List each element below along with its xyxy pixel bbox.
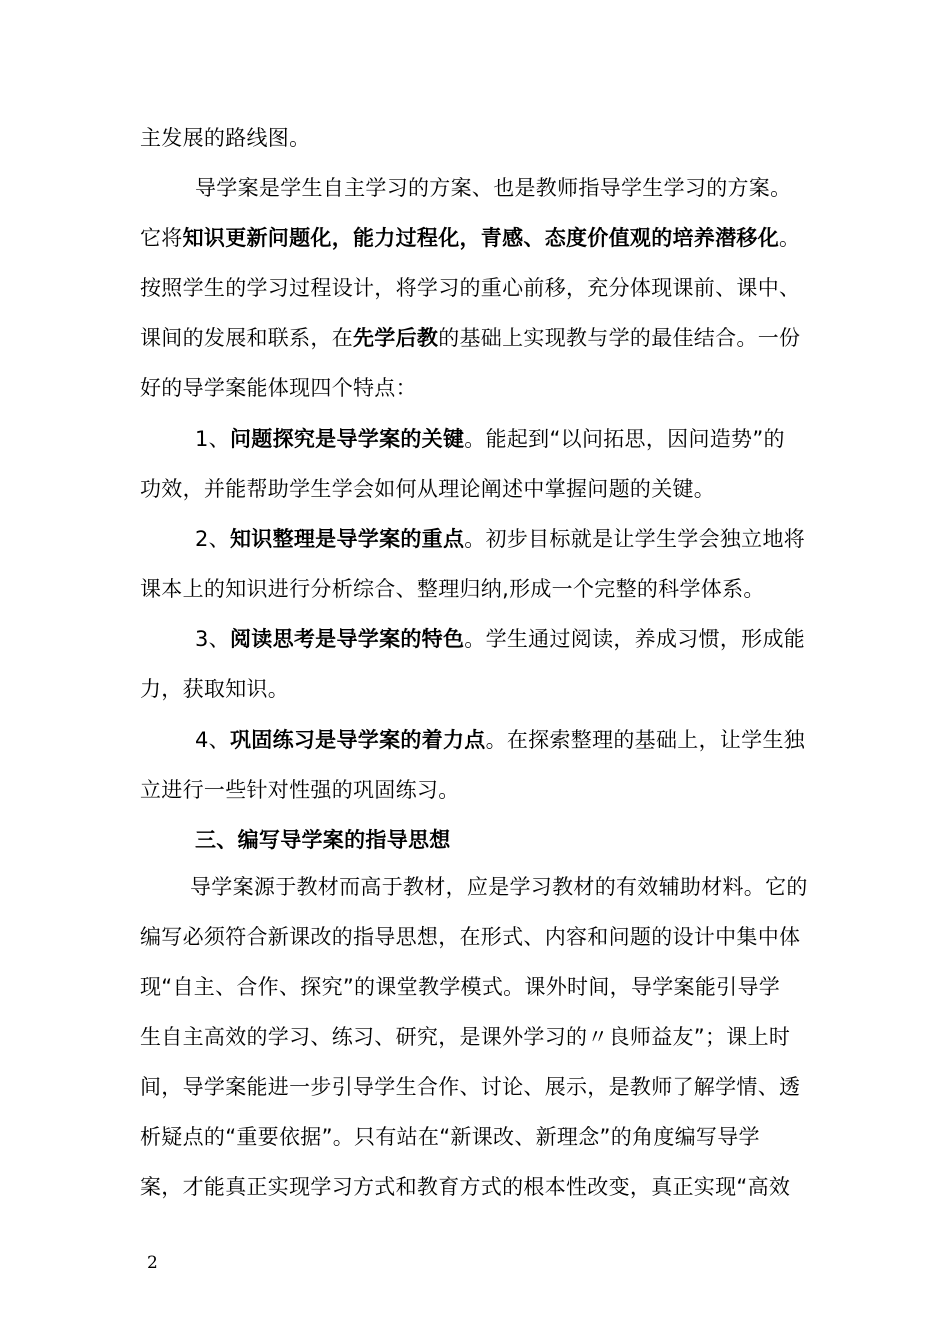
text-line-21: 析疑点的“重要依据”。只有站在“新课改、新理念”的角度编写导学: [140, 1125, 760, 1149]
bold-phrase: 知识更新问题化，能力过程化，青感、态度价值观的培养潜移化: [182, 226, 780, 250]
text-line-6: 好的导学案能体现四个特点：: [140, 376, 417, 400]
list-item-2: 2、知识整理是导学案的重点。初步目标就是让学生学会独立地将: [195, 527, 806, 551]
bold-phrase: 问题探究是导学案的关键: [229, 427, 465, 451]
text-line-10: 课本上的知识进行分析综合、整理归纳,形成一个完整的科学体系。: [140, 577, 765, 601]
text-line-14: 立进行一些针对性强的巩固练习。: [140, 778, 460, 802]
list-item-3: 3、阅读思考是导学案的特色。学生通过阅读，养成习惯，形成能: [195, 627, 806, 651]
page-number: 2: [147, 1253, 158, 1273]
text-line-1: 主发展的路线图。: [140, 126, 311, 150]
text-line-17: 编写必须符合新课改的指导思想，在形式、内容和问题的设计中集中体: [140, 925, 801, 949]
list-item-1: 1、问题探究是导学案的关键。能起到“以问拓思，因问造势”的: [195, 427, 785, 451]
text-line-2: 导学案是学生自主学习的方案、也是教师指导学生学习的方案。: [195, 176, 792, 200]
text-line-3: 它将知识更新问题化，能力过程化，青感、态度价值观的培养潜移化。: [140, 226, 801, 250]
section-heading: 三、编写导学案的指导思想: [195, 828, 451, 852]
bold-phrase: 阅读思考是导学案的特色: [229, 627, 465, 651]
text-line-22: 案，才能真正实现学习方式和教育方式的根本性改变，真正实现“高效: [140, 1175, 791, 1199]
text-line-12: 力，获取知识。: [140, 677, 290, 701]
text-line-19: 生自主高效的学习、练习、研究，是课外学习的〃良师益友”；课上时: [140, 1025, 791, 1049]
text-line-4: 按照学生的学习过程设计，将学习的重心前移，充分体现课前、课中、: [140, 276, 801, 300]
bold-phrase: 知识整理是导学案的重点: [229, 527, 465, 551]
text-line-8: 功效，并能帮助学生学会如何从理论阐述中掌握问题的关键。: [140, 477, 716, 501]
list-item-4: 4、巩固练习是导学案的着力点。在探索整理的基础上，让学生独: [195, 728, 806, 752]
text-line-5: 课间的发展和联系，在先学后教的基础上实现教与学的最佳结合。一份: [140, 326, 801, 350]
text-line-20: 间，导学案能进一步引导学生合作、讨论、展示，是教师了解学情、透: [140, 1075, 801, 1099]
bold-phrase: 巩固练习是导学案的着力点: [229, 728, 486, 752]
bold-phrase: 先学后教: [353, 326, 439, 350]
text-line-18: 现“自主、合作、探究”的课堂教学模式。课外时间，导学案能引导学: [140, 975, 781, 999]
text-line-16: 导学案源于教材而高于教材，应是学习教材的有效辅助材料。它的: [190, 875, 808, 899]
